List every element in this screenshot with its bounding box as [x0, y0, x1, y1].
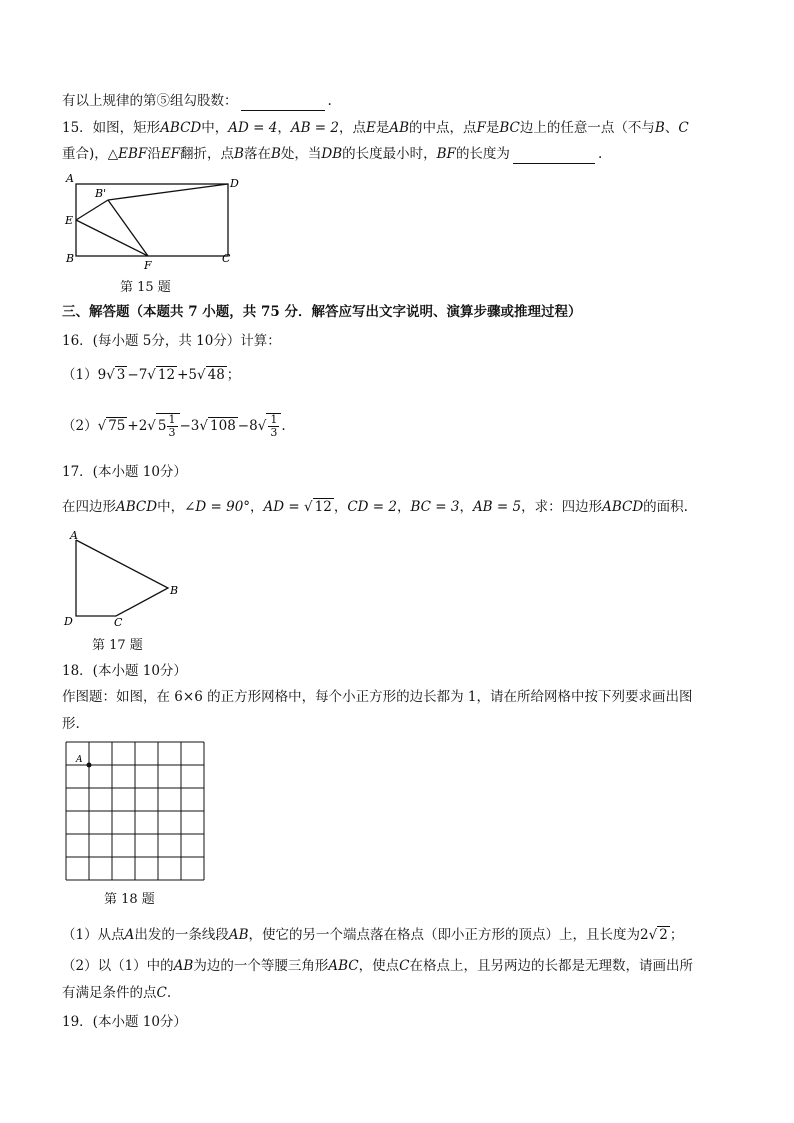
q16-end: ； — [226, 367, 241, 383]
q18-end: ； — [669, 927, 684, 943]
q18-line1: 作图题：如图，在 6×6 的正方形网格中，每个小正方形的边长都为 1，请在所给网格中按下列要求画出图 — [62, 689, 693, 705]
q15-line1: 15．如图，矩形ABCD中，AD = 4，AB = 2，点E是AB的中点，点F是BC边上的任意一点（不与B、C — [62, 120, 689, 136]
q17-math: AB = 5 — [472, 499, 522, 515]
q15-label-e: E — [65, 214, 74, 227]
q15-text: 是 — [375, 120, 390, 136]
q15-segment-ef — [76, 220, 148, 256]
q16-term: +2 — [127, 418, 148, 434]
q15-figure — [62, 170, 242, 270]
q15-label-d: D — [230, 177, 239, 190]
q18-part2 — [62, 956, 693, 976]
q15-math: B — [234, 146, 244, 162]
q17-head: 17．(本小题 10分） — [62, 464, 187, 480]
q15-text: 15．如图，矩形 — [62, 120, 161, 136]
q18-part1: （1）从点A出发的一条线段AB，使它的另一个端点落在格点（即小正方形的顶点）上，且长度为2√ 2 ； — [62, 927, 684, 943]
q18-math: C — [156, 985, 167, 1001]
q16-fraction — [268, 414, 279, 439]
q15-math: AB = 2 — [290, 120, 339, 136]
q18-head: 18．(本小题 10分） — [62, 663, 187, 679]
q14-tail-text: 有以上规律的第⑤组勾股数： — [62, 93, 238, 109]
q16-part1: （1）9√ 3 −7√ 12 +5√ 48 ； — [62, 367, 241, 383]
q17-comma: ， — [333, 499, 348, 515]
q14-end: . — [327, 93, 332, 109]
q16-term: −8 — [237, 418, 258, 434]
q17-comma: ， — [459, 499, 473, 515]
q18-line2: 形. — [62, 716, 80, 732]
q15-math: EF — [160, 146, 181, 162]
q15-text: ，点 — [338, 120, 366, 136]
q16-fraction — [167, 414, 178, 439]
q17-quadrilateral — [76, 540, 168, 616]
q17-text-seg: 中， — [157, 499, 185, 515]
q15-math: B — [654, 120, 665, 136]
q15-math: DB — [321, 146, 343, 162]
q17-comma: ， — [250, 499, 264, 515]
q18-text: ，使它的另一个端点落在格点（即小正方形的顶点）上，且长度为 — [248, 927, 641, 943]
q16-head: 16．(每小题 5分，共 10分）计算： — [62, 333, 281, 349]
q16-term: 9 — [97, 367, 107, 383]
q16-radicand: 48 — [207, 367, 225, 383]
q16-den: 3 — [270, 426, 278, 439]
q17-text-seg: 在四边形 — [62, 499, 116, 515]
q16-p2-label: （2） — [62, 418, 98, 434]
q16-radicand: 3 — [116, 367, 126, 383]
q18-grid — [66, 742, 204, 880]
q16-p1-label: （1） — [62, 367, 98, 383]
q16-radicand: 108 — [210, 418, 236, 434]
q14-answer-blank[interactable] — [241, 95, 325, 111]
q18-math: AB — [228, 927, 249, 943]
q15-math: C — [678, 120, 689, 136]
q15-text: 的长度为 — [455, 146, 510, 162]
q18-text: 为边的一个等腰三角形 — [193, 958, 329, 974]
q15-math: ABCD — [160, 120, 202, 136]
q15-text: 落在 — [243, 146, 271, 162]
q18-math: A — [124, 927, 135, 943]
q18-term: 2 — [640, 927, 649, 943]
q15-math: BC — [499, 120, 520, 136]
q15-text: 沿 — [147, 146, 161, 162]
q17-label-b: B — [170, 584, 179, 597]
q16-part2: （2）√ 75 +2√ 5 $\frac{1}{3}$ −3√ 108 −8√ $\frac{1}{3}$ . — [62, 413, 286, 439]
q17-math: AD = — [263, 499, 305, 515]
q17-math: ABCD — [116, 499, 158, 515]
q18-math: AB — [173, 958, 194, 974]
q16-radicand: 75 — [108, 418, 126, 434]
section3-title: 三、解答题（本题共 7 小题，共 75 分．解答应写出文字说明、演算步骤或推理过程） — [62, 304, 582, 320]
q17-text: 在四边形ABCD中，∠D = 90°，AD = √ 12 ，CD = 2，BC = 3，AB = 5，求：四边形ABCD的面积. — [62, 499, 688, 515]
q17-math: BC = 3 — [410, 499, 460, 515]
q15-math: E — [365, 120, 376, 136]
q15-label-b1: B' — [95, 187, 107, 200]
q17-text-seg: 的面积. — [643, 499, 688, 515]
q15-line2 — [62, 144, 602, 164]
q17-comma: ， — [396, 499, 411, 515]
q14-tail-line — [62, 91, 332, 111]
q15-label-c: C — [222, 252, 231, 265]
q19-head: 19．(本小题 10分） — [62, 1014, 187, 1030]
q15-math: F — [476, 120, 486, 136]
q15-math: AD = 4 — [228, 120, 278, 136]
q16-den: 3 — [168, 426, 176, 439]
q16-radicand: 12 — [157, 367, 176, 383]
q16-frac-radical — [266, 413, 281, 439]
q16-num: 1 — [270, 413, 278, 426]
q18-math: C — [399, 958, 410, 974]
q17-figure — [60, 528, 190, 628]
q18-text: ，使点 — [358, 958, 400, 974]
q17-text-seg: ，求：四边形 — [521, 499, 603, 515]
q15-text: 重合)，△ — [62, 146, 119, 162]
q17-math: CD = 2 — [347, 499, 397, 515]
q16-term: 5 — [157, 418, 167, 434]
q15-text: 的中点，点 — [409, 120, 477, 136]
q18-text: 在格点上，且另两边的长都是无理数，请画出所 — [409, 958, 693, 974]
q18-end: . — [166, 985, 172, 1001]
q15-end: . — [597, 146, 603, 162]
q16-num: 1 — [168, 413, 176, 426]
q15-math: BF — [436, 146, 456, 162]
q18-text: （2）以（1）中的 — [62, 958, 174, 974]
q17-label-a: A — [70, 529, 78, 542]
q18-text: （1）从点 — [62, 927, 125, 943]
q18-math: ABC — [328, 958, 359, 974]
q18-point-a[interactable] — [87, 763, 92, 768]
q18-caption: 第 18 题 — [104, 892, 155, 907]
q17-caption: 第 17 题 — [92, 638, 143, 653]
q15-caption: 第 15 题 — [120, 280, 171, 295]
q18-text: 有满足条件的点 — [62, 985, 157, 1001]
q17-math: ∠D = 90° — [184, 499, 251, 515]
q15-answer-blank[interactable] — [513, 148, 595, 164]
q16-end: . — [281, 418, 286, 434]
q18-radicand: 2 — [659, 927, 668, 943]
q16-term: +5 — [177, 367, 197, 383]
q15-text: 中， — [201, 120, 229, 136]
q15-math: B — [270, 146, 281, 162]
q15-label-b: B — [66, 252, 75, 265]
q15-text: 处，当 — [280, 146, 322, 162]
q15-segment-b1d — [108, 184, 228, 200]
q15-segment-b1f — [108, 200, 148, 256]
q18-part2-line2 — [62, 983, 171, 1003]
q16-term: −3 — [179, 418, 200, 434]
q17-math: ABCD — [602, 499, 644, 515]
q15-text: 边上的任意一点（不与 — [519, 120, 655, 136]
q17-label-d: D — [64, 615, 73, 628]
q18-grid-figure — [62, 738, 212, 888]
q18-label-a: A — [76, 755, 83, 765]
q15-text: 翻折，点 — [180, 146, 235, 162]
q15-text: 、 — [664, 120, 679, 136]
q15-label-f: F — [144, 259, 152, 270]
q15-label-a: A — [66, 172, 74, 185]
q15-segment-eb1 — [76, 200, 108, 220]
q16-term: −7 — [127, 367, 148, 383]
q15-math: EBF — [118, 146, 148, 162]
q17-label-c: C — [114, 616, 123, 628]
q15-text: 是 — [485, 120, 500, 136]
q18-text: 出发的一条线段 — [134, 927, 229, 943]
q16-mixed-radical — [156, 413, 180, 439]
q15-math: AB — [389, 120, 410, 136]
q15-text: 的长度最小时， — [342, 146, 437, 162]
q17-radicand: 12 — [314, 499, 332, 515]
